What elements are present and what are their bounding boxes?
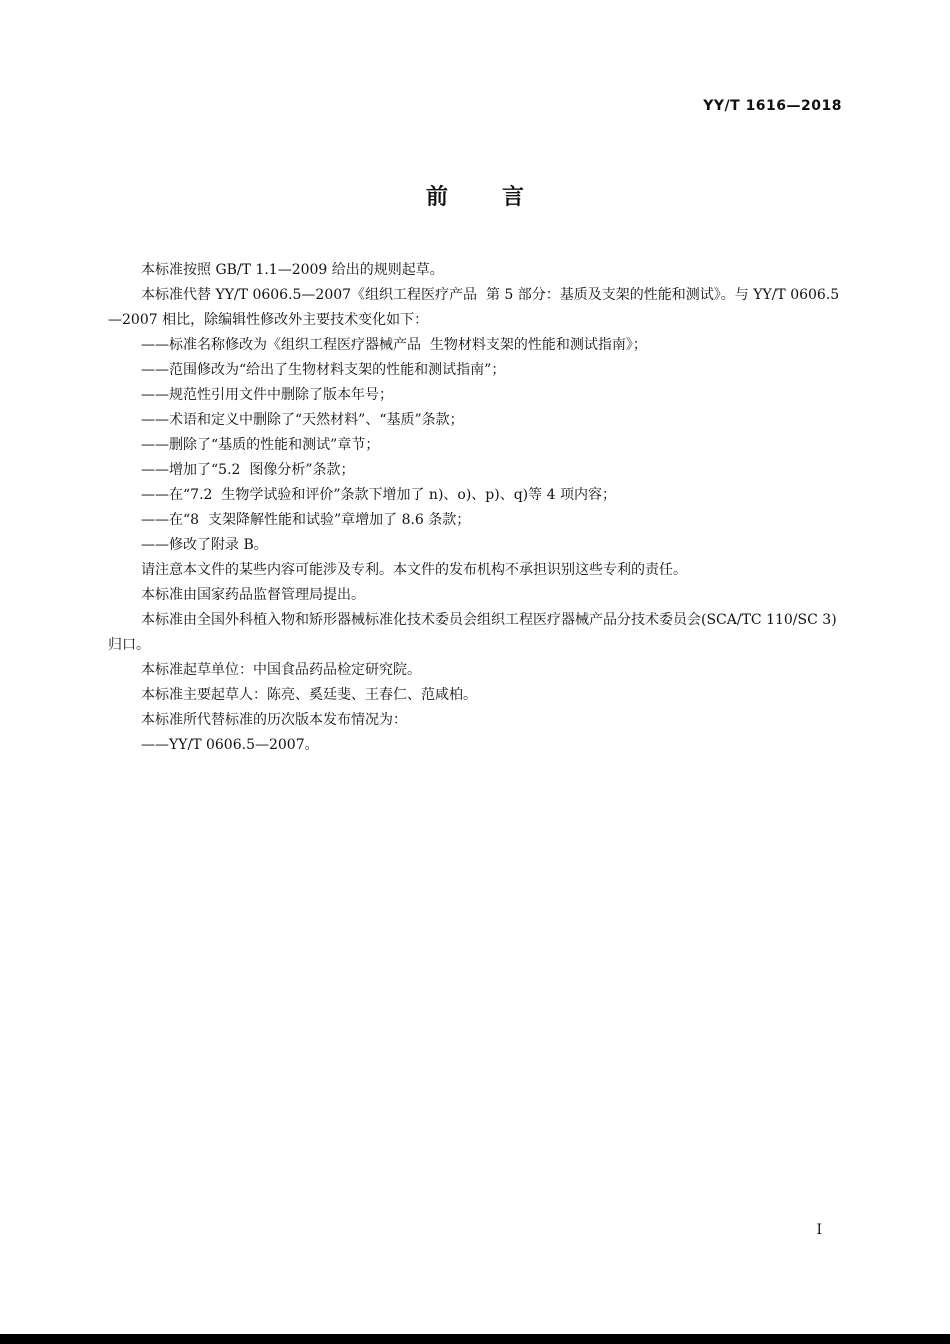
- paragraph-drafting-rules: 本标准按照 GB/T 1.1—2009 给出的规则起草。: [141, 262, 444, 278]
- paragraph-drafting-unit: 本标准起草单位：中国食品药品检定研究院。: [141, 662, 421, 678]
- change-item: ——增加了“5.2 图像分析”条款；: [141, 462, 355, 478]
- change-item: ——术语和定义中删除了“天然材料”、“基质”条款；: [141, 412, 464, 428]
- page-title: 前言: [425, 185, 578, 210]
- change-item: ——修改了附录 B。: [141, 537, 268, 553]
- change-item: ——删除了“基质的性能和测试”章节；: [141, 437, 380, 453]
- change-item: ——范围修改为“给出了生物材料支架的性能和测试指南”；: [141, 362, 506, 378]
- paragraph-committee: 本标准由全国外科植入物和矫形器械标准化技术委员会组织工程医疗器械产品分技术委员会(SCA/TC 110/SC 3)归口。: [108, 612, 837, 653]
- change-item: ——规范性引用文件中删除了版本年号；: [141, 387, 393, 403]
- document-body: [108, 258, 842, 758]
- bottom-border: [0, 1334, 950, 1344]
- version-item: ——YY/T 0606.5—2007。: [141, 737, 319, 753]
- standard-code: YY/T 1616—2018: [703, 98, 842, 114]
- change-item: ——在“8 支架降解性能和试验”章增加了 8.6 条款；: [141, 512, 471, 528]
- paragraph-proposer: 本标准由国家药品监督管理局提出。: [141, 587, 365, 603]
- paragraph-replacement: 本标准代替 YY/T 0606.5—2007《组织工程医疗产品 第 5 部分：基质及支架的性能和测试》。与 YY/T 0606.5—2007 相比，除编辑性修改外主要技术变化如下：: [108, 287, 840, 328]
- paragraph-version-history: 本标准所代替标准的历次版本发布情况为：: [141, 712, 407, 728]
- paragraph-patent-notice: 请注意本文件的某些内容可能涉及专利。本文件的发布机构不承担识别这些专利的责任。: [141, 562, 687, 578]
- page-number: I: [816, 1222, 822, 1238]
- paragraph-drafters: 本标准主要起草人：陈亮、奚廷斐、王春仁、范咸柏。: [141, 687, 477, 703]
- change-item: ——标准名称修改为《组织工程医疗器械产品 生物材料支架的性能和测试指南》；: [141, 337, 647, 353]
- change-item: ——在“7.2 生物学试验和评价”条款下增加了 n)、o)、p)、q)等 4 项内容；: [141, 487, 616, 503]
